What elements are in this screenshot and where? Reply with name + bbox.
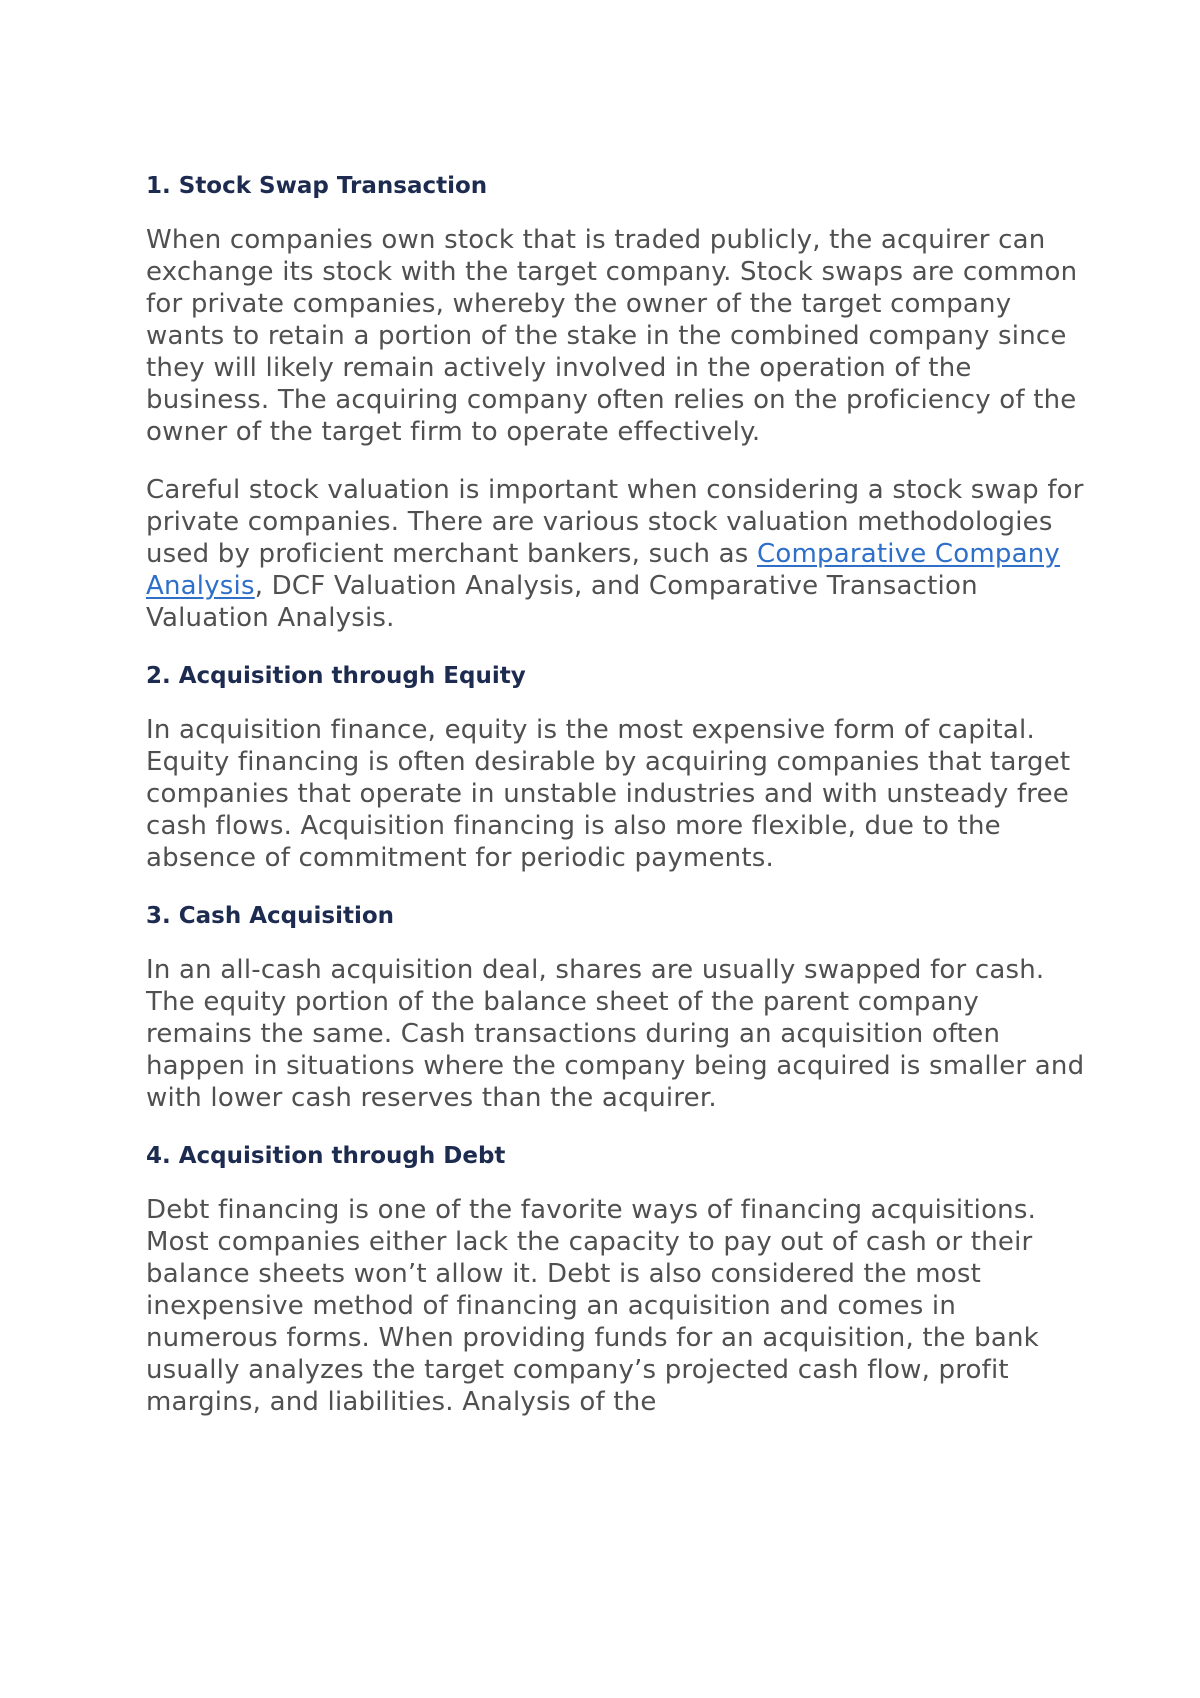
paragraph-cash: In an all-cash acquisition deal, shares are usually swapped for cash. The equity portion of the balance sheet of the parent company remains the same. Cash transactions during an acquisition often happen in situations where the company being acquired is smaller and with lower cash reserves than the acquirer. <box>146 955 1085 1113</box>
valuation-text-after-link: , DCF Valuation Analysis, and Comparative Transaction Valuation Analysis. <box>146 571 978 633</box>
paragraph-stock-valuation <box>146 474 1086 634</box>
comparative-company-analysis-link[interactable]: Comparative Company Analysis <box>146 539 1061 601</box>
section-heading-equity: 2. Acquisition through Equity <box>146 663 526 689</box>
section-heading-cash: 3. Cash Acquisition <box>146 903 395 929</box>
document-page <box>146 170 1086 1444</box>
valuation-text-before-link: Careful stock valuation is important when considering a stock swap for private companies. There are various stock valuation methodologies used by proficient merchant bankers, such as <box>146 475 1084 569</box>
section-heading-stock-swap: 1. Stock Swap Transaction <box>146 173 488 199</box>
section-heading-debt: 4. Acquisition through Debt <box>146 1143 506 1169</box>
paragraph-stock-swap-intro: When companies own stock that is traded publicly, the acquirer can exchange its stock with the target company. Stock swaps are common for private companies, whereby the owner of the target company wants to retain a portion of the stake in the combined company since they will likely remain actively involved in the operation of the business. The acquiring company often relies on the proficiency of the owner of the target firm to operate effectively. <box>146 225 1078 447</box>
paragraph-debt: Debt financing is one of the favorite ways of financing acquisitions. Most companies either lack the capacity to pay out of cash or their balance sheets won’t allow it. Debt is also considered the most inexpensive method of financing an acquisition and comes in numerous forms. When providing funds for an acquisition, the bank usually analyzes the target company’s projected cash flow, profit margins, and liabilities. Analysis of the <box>146 1195 1039 1417</box>
paragraph-equity: In acquisition finance, equity is the most expensive form of capital. Equity financing is often desirable by acquiring companies that target companies that operate in unstable industries and with unsteady free cash flows. Acquisition financing is also more flexible, due to the absence of commitment for periodic payments. <box>146 715 1071 873</box>
